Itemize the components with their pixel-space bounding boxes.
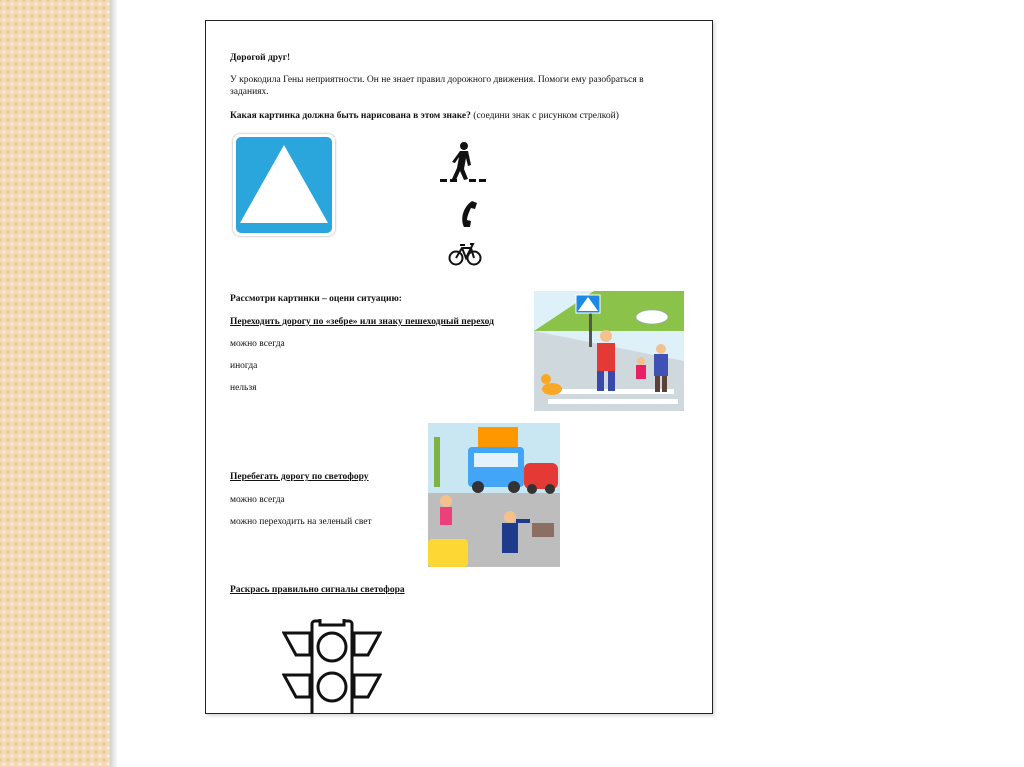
task4-heading: Раскрась правильно сигналы светофора bbox=[230, 585, 405, 595]
blue-road-sign bbox=[233, 134, 335, 236]
task1-question-bold: Какая картинка должна быть нарисована в этом знаке? bbox=[230, 111, 471, 121]
task2-heading: Рассмотри картинки – оцени ситуацию: bbox=[230, 294, 402, 304]
task3-answer-always: можно всегда bbox=[230, 495, 285, 505]
task1-question bbox=[230, 111, 619, 123]
telephone-icon bbox=[454, 199, 480, 229]
task3-question: Перебегать дорогу по светофору bbox=[230, 472, 369, 482]
task1-question-hint: (соедини знак с рисунком стрелкой) bbox=[473, 111, 619, 121]
intersection-illustration bbox=[428, 423, 560, 567]
task2-question: Переходить дорогу по «зебре» или знаку пешеходный переход bbox=[230, 317, 494, 327]
sign-blue-field bbox=[236, 137, 332, 233]
bicycle-icon bbox=[448, 239, 482, 267]
task2-answer-always: можно всегда bbox=[230, 339, 285, 349]
task3-answer-green: можно переходить на зеленый свет bbox=[230, 517, 372, 527]
greeting: Дорогой друг! bbox=[230, 53, 291, 63]
decorative-side-strip bbox=[0, 0, 110, 767]
task2-answer-sometimes: иногда bbox=[230, 361, 258, 371]
crosswalk-illustration bbox=[534, 291, 684, 411]
pedestrian-crossing-icon bbox=[438, 141, 488, 185]
document-page bbox=[205, 20, 713, 714]
traffic-light-outline bbox=[282, 619, 382, 714]
task2-answer-never: нельзя bbox=[230, 383, 257, 393]
side-strip-shadow bbox=[110, 0, 118, 767]
intro-text: У крокодила Гены неприятности. Он не знает правил дорожного движения. Помоги ему разобраться в заданиях. bbox=[230, 75, 644, 97]
white-triangle-icon bbox=[236, 137, 332, 233]
